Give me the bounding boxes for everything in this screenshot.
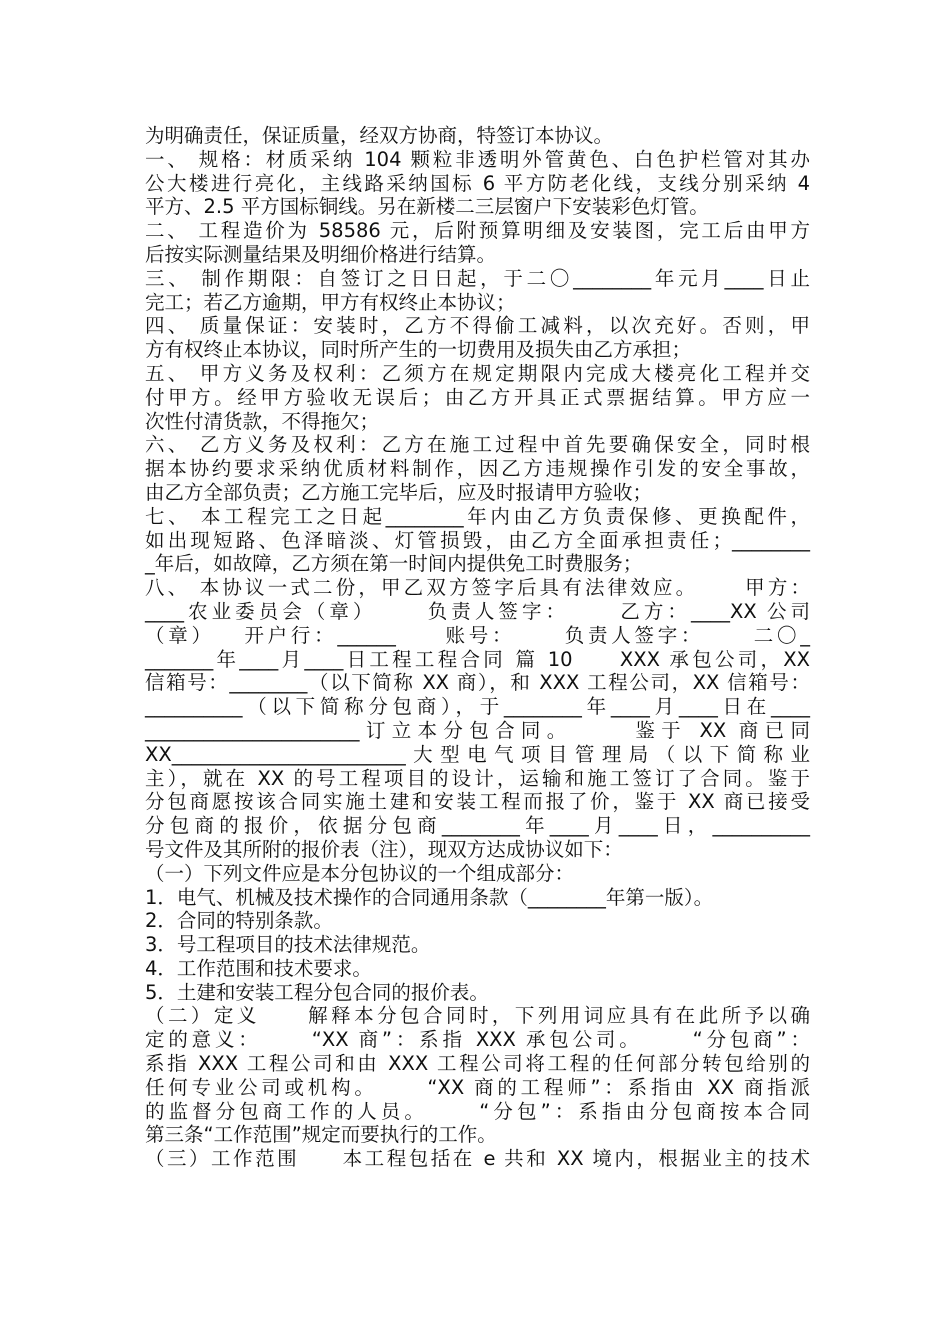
text-line: ____农业委员会（章） 负责人签字： 乙方：____XX 公司 [145,599,810,623]
text-line: __________（以下简称分包商），于________年____月____日在____ [145,695,810,719]
text-line: 八、 本协议一式二份，甲乙双方签字后具有法律效应。 甲方： [145,576,810,600]
text-line: ______________________订立本分包合同。 鉴于 XX 商已同 [145,718,810,742]
text-line: 四、 质量保证：安装时，乙方不得偷工减料，以次充好。否则，甲 [145,314,810,338]
text-line: 公大楼进行亮化，主线路采纳国标 6 平方防老化线，支线分别采纳 4 [145,171,810,195]
text-line: 次性付清货款，不得拖欠； [145,409,380,433]
text-line: 据本协约要求采纳优质材料制作，因乙方违规操作引发的安全事故， [145,457,810,481]
text-line: 1．电气、机械及技术操作的合同通用条款（________年第一版）。 [145,885,714,909]
text-line: _年后，如故障，乙方须在第一时间内提供免工时费服务； [145,552,643,576]
text-line: 信箱号：________（以下简称 XX 商），和 XXX 工程公司，XX 信箱号： [145,671,810,695]
text-line: 七、 本工程完工之日起________年内由乙方负责保修、更换配件， [145,504,810,528]
text-line: 系指 XXX 工程公司和由 XXX 工程公司将工程的任何部分转包给别的 [145,1052,810,1076]
text-line: 平方、2.5 平方国标铜线。另在新楼二三层窗户下安装彩色灯管。 [145,195,709,219]
text-line: 4．工作范围和技术要求。 [145,956,372,980]
text-line: 定的意义： “XX 商”：系指 XXX 承包公司。 “分包商”： [145,1028,810,1052]
text-line: 三、 制作期限：自签订之日日起，于二〇________年元月____日止 [145,266,810,290]
text-line: 主），就在 XX 的号工程项目的设计，运输和施工签订了合同。鉴于 [145,766,810,790]
text-line: 号文件及其所附的报价表（注），现双方达成协议如下： [145,837,623,861]
text-line: 3．号工程项目的技术法律规范。 [145,933,431,957]
text-line: 第三条“工作范围”规定而要执行的工作。 [145,1123,497,1147]
text-line: 为明确责任，保证质量，经双方协商，特签订本协议。 [145,124,614,147]
text-line: 2．合同的特别条款。 [145,909,333,933]
text-line: 一、 规格：材质采纳 104 颗粒非透明外管黄色、白色护栏管对其办 [145,147,810,171]
text-line: 后按实际测量结果及明细价格进行结算。 [145,242,497,266]
text-line: 五、 甲方义务及权利：乙须方在规定期限内完成大楼亮化工程并交 [145,361,810,385]
text-line: _______年____月____日工程工程合同 篇 10 XXX 承包公司，XX [145,647,810,671]
text-line: 分包商愿按该合同实施土建和安装工程而报了价，鉴于 XX 商已接受 [145,790,810,814]
text-line: 六、 乙方义务及权利：乙方在施工过程中首先要确保安全，同时根 [145,433,810,457]
text-line: 如出现短路、色泽暗淡、灯管损毁，由乙方全面承担责任；________ [145,528,810,552]
text-line: （三）工作范围 本工程包括在 e 共和 XX 境内，根据业主的技术 [145,1147,810,1171]
text-line: （一）下列文件应是本分包协议的一个组成部分： [145,861,575,885]
document-page [145,124,810,1171]
text-line: 二、 工程造价为 58586 元，后附预算明细及安装图，完工后由甲方 [145,219,810,243]
text-line: 的监督分包商工作的人员。 “分包”：系指由分包商按本合同 [145,1099,810,1123]
text-line: 由乙方全部负责；乙方施工完毕后，应及时报请甲方验收； [145,480,653,504]
text-line: 完工；若乙方逾期，甲方有权终止本协议； [145,290,516,314]
text-line: （章） 开户行：______ 账号： 负责人签字： 二〇_ [145,623,810,647]
text-line: 5．土建和安装工程分包合同的报价表。 [145,980,489,1004]
text-line: （二）定义 解释本分包合同时，下列用词应具有在此所予以确 [145,1004,810,1028]
text-line: 分包商的报价，依据分包商________年____月____日，__________ [145,814,810,838]
text-line: 任何专业公司或机构。 “XX 商的工程师”：系指由 XX 商指派 [145,1075,810,1099]
text-line: 付甲方。经甲方验收无误后；由乙方开具正式票据结算。甲方应一 [145,385,810,409]
text-line: XX________________________大型电气项目管理局（以下简称业 [145,742,810,766]
text-line: 方有权终止本协议，同时所产生的一切费用及损失由乙方承担； [145,338,692,362]
